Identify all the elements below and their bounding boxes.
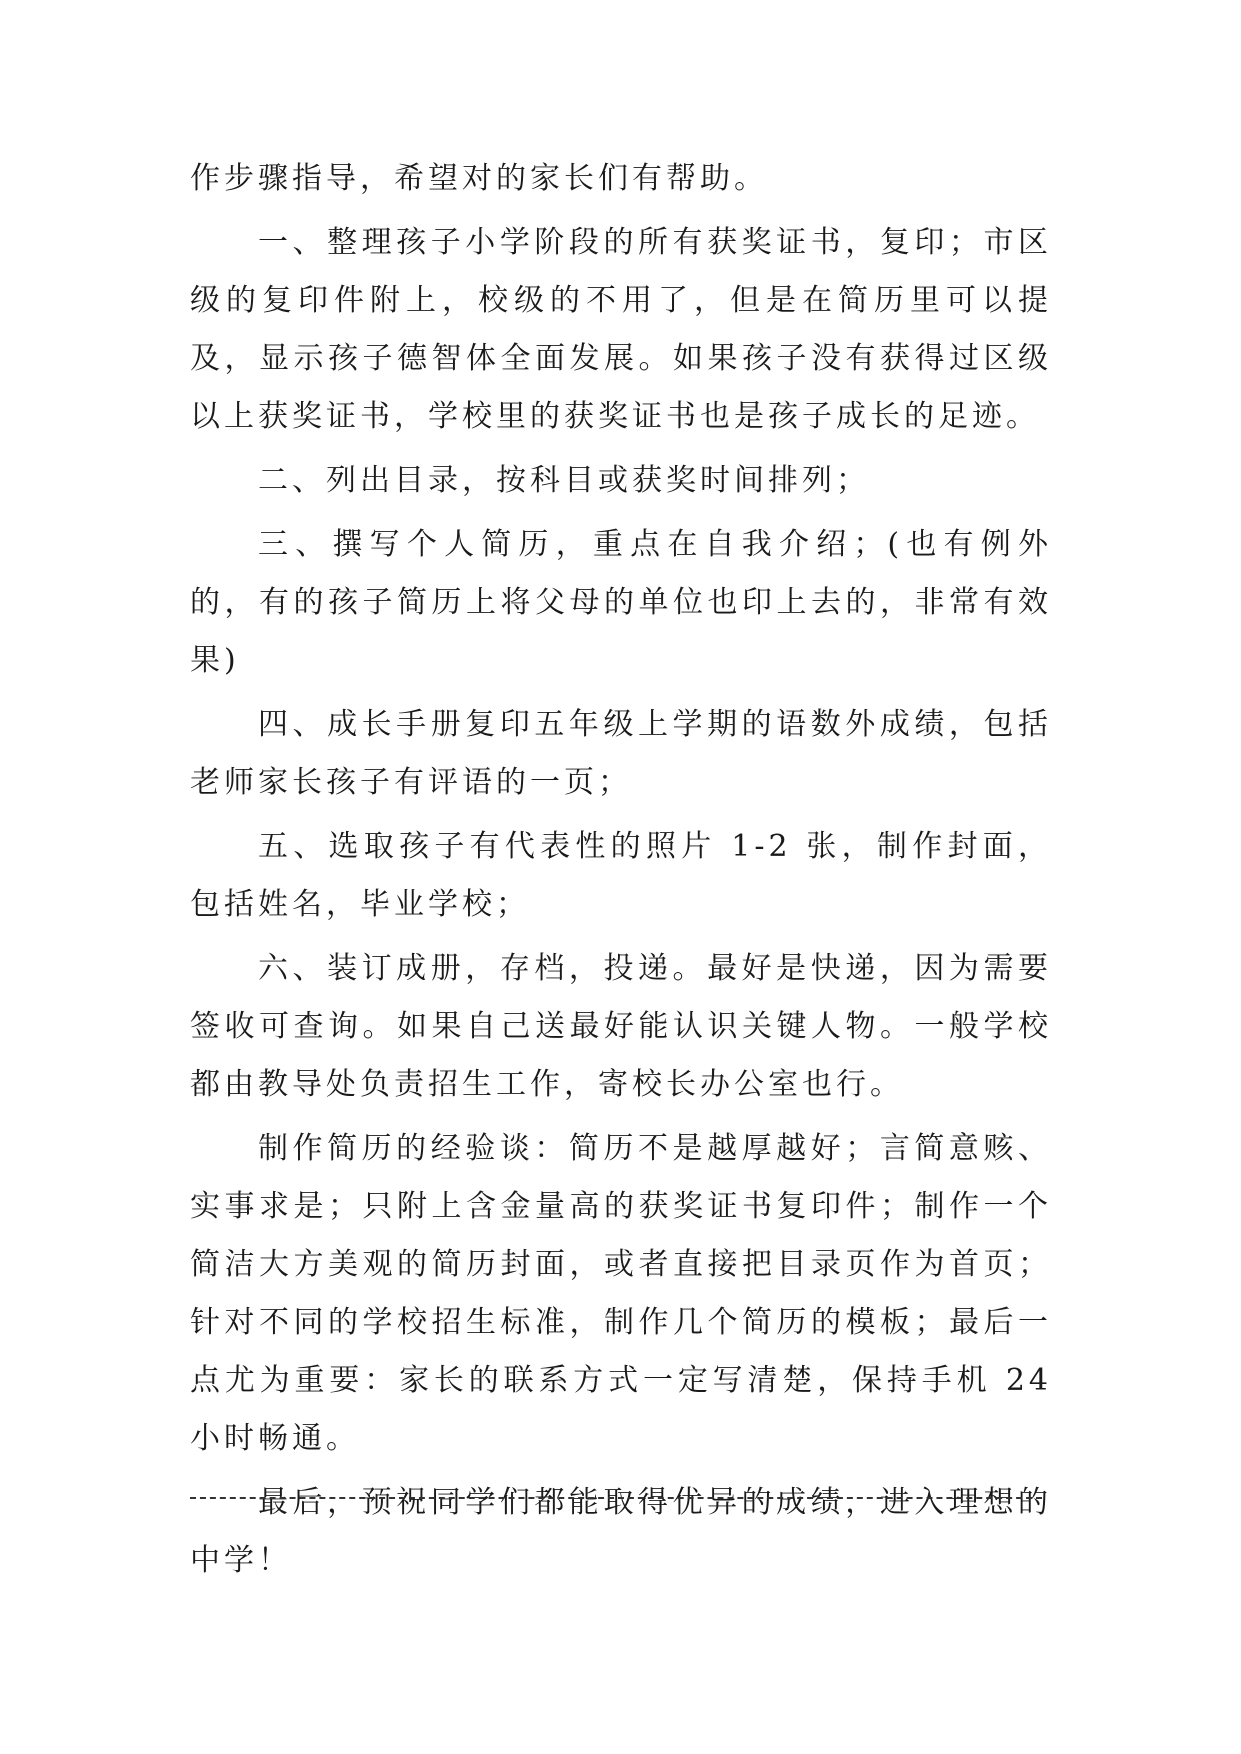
dashed-separator xyxy=(190,1497,1042,1499)
paragraph-tips: 制作简历的经验谈：简历不是越厚越好；言简意赅、实事求是；只附上含金量高的获奖证书复印件；制作一个简洁大方美观的简历封面，或者直接把目录页作为首页；针对不同的学校招生标准，制作几个简历的模板；最后一点尤为重要：家长的联系方式一定写清楚，保持手机 24 小时畅通。 xyxy=(190,1131,1052,1456)
document-body xyxy=(190,150,1052,1590)
paragraph-closing: 最后，预祝同学们都能取得优异的成绩，进入理想的中学！ xyxy=(190,1485,1052,1578)
paragraph-step-5: 五、选取孩子有代表性的照片 1-2 张，制作封面，包括姓名，毕业学校； xyxy=(190,829,1052,922)
paragraph-intro-continuation: 作步骤指导，希望对的家长们有帮助。 xyxy=(190,161,768,196)
paragraph-step-3: 三、撰写个人简历，重点在自我介绍；(也有例外的，有的孩子简历上将父母的单位也印上去的，非常有效果) xyxy=(190,527,1052,678)
paragraph-step-6: 六、装订成册，存档，投递。最好是快递，因为需要签收可查询。如果自己送最好能认识关键人物。一般学校都由教导处负责招生工作，寄校长办公室也行。 xyxy=(190,951,1052,1102)
paragraph-step-4: 四、成长手册复印五年级上学期的语数外成绩，包括老师家长孩子有评语的一页； xyxy=(190,707,1052,800)
paragraph-step-1: 一、整理孩子小学阶段的所有获奖证书，复印；市区级的复印件附上，校级的不用了，但是在简历里可以提及，显示孩子德智体全面发展。如果孩子没有获得过区级以上获奖证书，学校里的获奖证书也是孩子成长的足迹。 xyxy=(190,225,1052,434)
paragraph-step-2: 二、列出目录，按科目或获奖时间排列； xyxy=(258,463,870,498)
